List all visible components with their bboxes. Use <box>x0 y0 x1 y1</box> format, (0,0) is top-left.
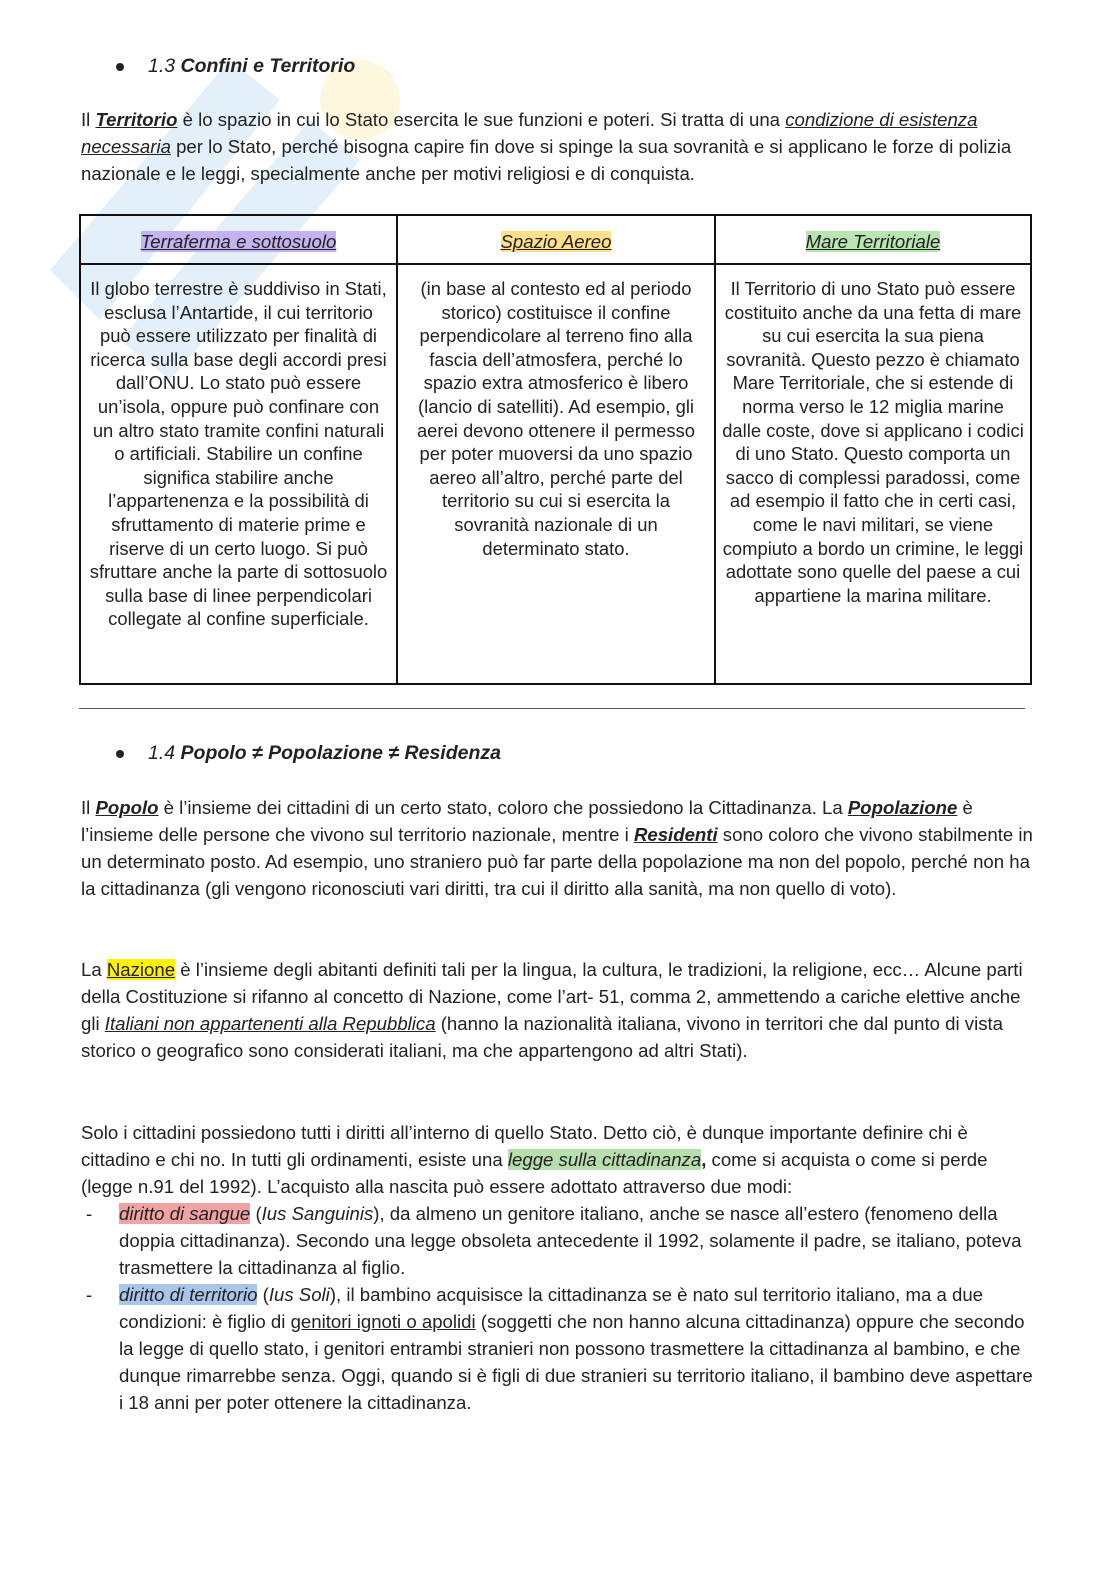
table-cell-spazio-aereo: (in base al contesto ed al periodo storico) costituisce il confine perpendicolare al terreno fino alla fascia dell’atmosfera, perché lo spazio extra atmosferico è libero (lancio di satelliti). Ad esempio, gli aerei devono ottenere il permesso per poter muoversi da uno spazio aereo all’altro, perché parte del territorio su cui si esercita la sovranità nazionale di un determinato stato. <box>416 278 696 559</box>
territory-table <box>79 214 1032 685</box>
cittadinanza-paragraph: Solo i cittadini possiedono tutti i diritti all’interno di quello Stato. Detto ciò, è dunque importante definire chi è cittadino e chi no. In tutti gli ordinamenti, esiste una legge sulla cittadinanza, come si acquista o come si perde (legge n.91 del 1992). L’acquisto alla nascita può essere adottato attraverso due modi: <box>81 1122 988 1197</box>
bullet-icon <box>116 750 124 758</box>
term-territorio: Territorio <box>95 109 178 130</box>
table-divider <box>396 216 398 683</box>
horizontal-rule <box>79 708 1025 709</box>
term-condizione: condizione di esistenza necessaria <box>81 109 978 157</box>
term-genitori-ignoti: genitori ignoti o apolidi <box>290 1311 476 1332</box>
table-header-mare: Mare Territoriale <box>805 231 941 252</box>
table-cell-terraferma: Il globo terrestre è suddiviso in Stati, esclusa l’Antartide, il cui territorio può essere utilizzato per finalità di ricerca sulla base degli accordi presi dall’ONU. Lo stato può essere un’isola, oppure può confinare con un altro stato tramite confini naturali o artificiali. Stabilire un confine significa stabilire anche l’appartenenza e la possibilità di sfruttamento di materie prime e riserve di un certo luogo. Si può sfruttare anche la parte di sottosuolo sulla base di linee perpendicolari collegate al confine superficiale. <box>89 278 388 630</box>
section-number: 1.3 <box>148 55 176 77</box>
term-italiani: Italiani non appartenenti alla Repubblica <box>104 1013 436 1034</box>
term-popolazione: Popolazione <box>847 797 958 818</box>
table-header-terraferma: Terraferma e sottosuolo <box>140 231 337 252</box>
document-page: 1.3 Confini e Territorio Il Territorio è lo spazio in cui lo Stato esercita le sue funzioni e poteri. Si tratta di una condizione di esistenza necessaria per lo Stato, perché bisogna capire fin dove si spinge la sua sovranità e si applicano le forze di polizia nazionale e le leggi, specialmente anche per motivi religiosi e di conquista. Terraferma e sottosuolo Spazio Aereo Mare Territoriale Il globo terrestre è suddiviso in Stati, esclusa l’Antartide, il cui territorio può essere utilizzato per finalità di ricerca sulla base degli accordi presi dall’ONU. Lo stato può essere un’isola, oppure può confinare con un altro stato tramite confini naturali o artificiali. Stabilire un confine significa stabilire anche l’appartenenza e la possibilità di sfruttamento di materie prime e riserve di un certo luogo. Si può sfruttare anche la parte di sottosuolo sulla base di linee perpendicolari collegate al confine superficiale. (in base al contesto ed al periodo storico) costituisce il confine perpendicolare al terreno fino alla fascia dell’atmosfera, perché lo spazio extra atmosferico è libero (lancio di satelliti). Ad esempio, gli aerei devono ottenere il permesso per poter muoversi da uno spazio aereo all’altro, perché parte del territorio su cui si esercita la sovranità nazionale di un determinato stato. Il Territorio di uno Stato può essere costituito anche da una fetta di mare su cui esercita la sua piena sovranità. Questo pezzo è chiamato Mare Territoriale, che si estende di norma verso le 12 miglia marine dalle coste, dove si applicano i codici di uno Stato. Questo comporta un sacco di complessi paradossi, come ad esempio il fatto che in certi casi, come le navi militari, se viene compiuto a bordo un crimine, le leggi adottate sono quelle del paese a cui appartiene la marina militare. 1.4 Popolo ≠ Popolazione ≠ Residenza Il Popolo è l’insieme dei cittadini di un certo stato, coloro che possiedono la Cittadinanza. La Popolazione è l’insieme delle persone che vivono sul territorio nazionale, mentre i Residenti sono coloro che vivono stabilmente in un determinato posto. Ad esempio, uno straniero può far parte della popolazione ma non del popolo, perché non ha la cittadinanza (gli vengono riconosciuti vari diritti, tra cui il diritto alla sanità, ma non quello di voto). La Nazione è l’insieme degli abitanti definiti tali per la lingua, la cultura, le tradizioni, la religione, ecc… Alcune parti della Costituzione si rifanno al concetto di Nazione, come l’art- 51, comma 2, ammettendo a cariche elettive anche gli Italiani non appartenenti alla Repubblica (hanno la nazionalità italiana, vivono in territori che dal punto di vista storico o geografico sono considerati italiani, ma che appartengono ad altri Stati). Solo i cittadini possiedono tutti i diritti all’interno di quello Stato. Detto ciò, è dunque importante definire chi è cittadino e chi no. In tutti gli ordinamenti, esiste una legge sulla cittadinanza, come si acquista o come si perde (legge n.91 del 1992). L’acquisto alla nascita può essere adottato attraverso due modi: - diritto di sangue (Ius Sanguinis), da almeno un genitore italiano, anche se nasce all’estero (fenomeno della doppia cittadinanza). Secondo una legge obsoleta antecedente il 1992, solamente il padre, se italiano, poteva trasmettere la cittadinanza al figlio. - diritto di territorio (Ius Soli), il bambino acquisisce la cittadinanza se è nato sul territorio italiano, ma a due condizioni: è figlio di genitori ignoti o apolidi (soggetti che non hanno alcuna cittadinanza) oppure che secondo la legge di quello stato, i genitori entrambi stranieri non possono trasmettere la cittadinanza al bambino, e che dunque rimarrebbe senza. Oggi, quando si è figli di due stranieri su territorio italiano, il bambino deve aspettare i 18 anni per poter ottenere la cittadinanza. <box>0 0 1118 1579</box>
term-nazione: Nazione <box>106 959 176 980</box>
table-divider <box>714 216 716 683</box>
table-divider <box>81 263 1030 265</box>
popolo-paragraph: Il Popolo è l’insieme dei cittadini di un certo stato, coloro che possiedono la Cittadinanza. La Popolazione è l’insieme delle persone che vivono sul territorio nazionale, mentre i Residenti sono coloro che vivono stabilmente in un determinato posto. Ad esempio, uno straniero può far parte della popolazione ma non del popolo, perché non ha la cittadinanza (gli vengono riconosciuti vari diritti, tra cui il diritto alla sanità, ma non quello di voto). <box>81 797 1033 899</box>
table-header-spazio-aereo: Spazio Aereo <box>500 231 612 252</box>
territorio-paragraph: Il Territorio è lo spazio in cui lo Stato esercita le sue funzioni e poteri. Si tratta di una condizione di esistenza necessaria per lo Stato, perché bisogna capire fin dove si spinge la sua sovranità e si applicano le forze di polizia nazionale e le leggi, specialmente anche per motivi religiosi e di conquista. <box>81 109 1012 184</box>
section-title: Popolo ≠ Popolazione ≠ Residenza <box>180 742 501 764</box>
section-title: Confini e Territorio <box>180 55 356 77</box>
term-residenti: Residenti <box>633 824 718 845</box>
bullet-icon <box>116 63 124 71</box>
term-diritto-territorio: diritto di territorio <box>119 1284 258 1305</box>
table-cell-mare: Il Territorio di uno Stato può essere costituito anche da una fetta di mare su cui esercita la sua piena sovranità. Questo pezzo è chiamato Mare Territoriale, che si estende di norma verso le 12 miglia marine dalle coste, dove si applicano i codici di uno Stato. Questo comporta un sacco di complessi paradossi, come ad esempio il fatto che in certi casi, come le navi militari, se viene compiuto a bordo un crimine, le leggi adottate sono quelle del paese a cui appartiene la marina militare. <box>722 278 1024 606</box>
term-diritto-sangue: diritto di sangue <box>119 1203 251 1224</box>
term-legge-cittadinanza: legge sulla cittadinanza <box>507 1149 702 1170</box>
section-number: 1.4 <box>148 742 176 764</box>
nazione-paragraph: La Nazione è l’insieme degli abitanti definiti tali per la lingua, la cultura, le tradizioni, la religione, ecc… Alcune parti della Costituzione si rifanno al concetto di Nazione, come l’art- 51, comma 2, ammettendo a cariche elettive anche gli Italiani non appartenenti alla Repubblica (hanno la nazionalità italiana, vivono in territori che dal punto di vista storico o geografico sono considerati italiani, ma che appartengono ad altri Stati). <box>81 959 1023 1061</box>
term-popolo: Popolo <box>95 797 159 818</box>
